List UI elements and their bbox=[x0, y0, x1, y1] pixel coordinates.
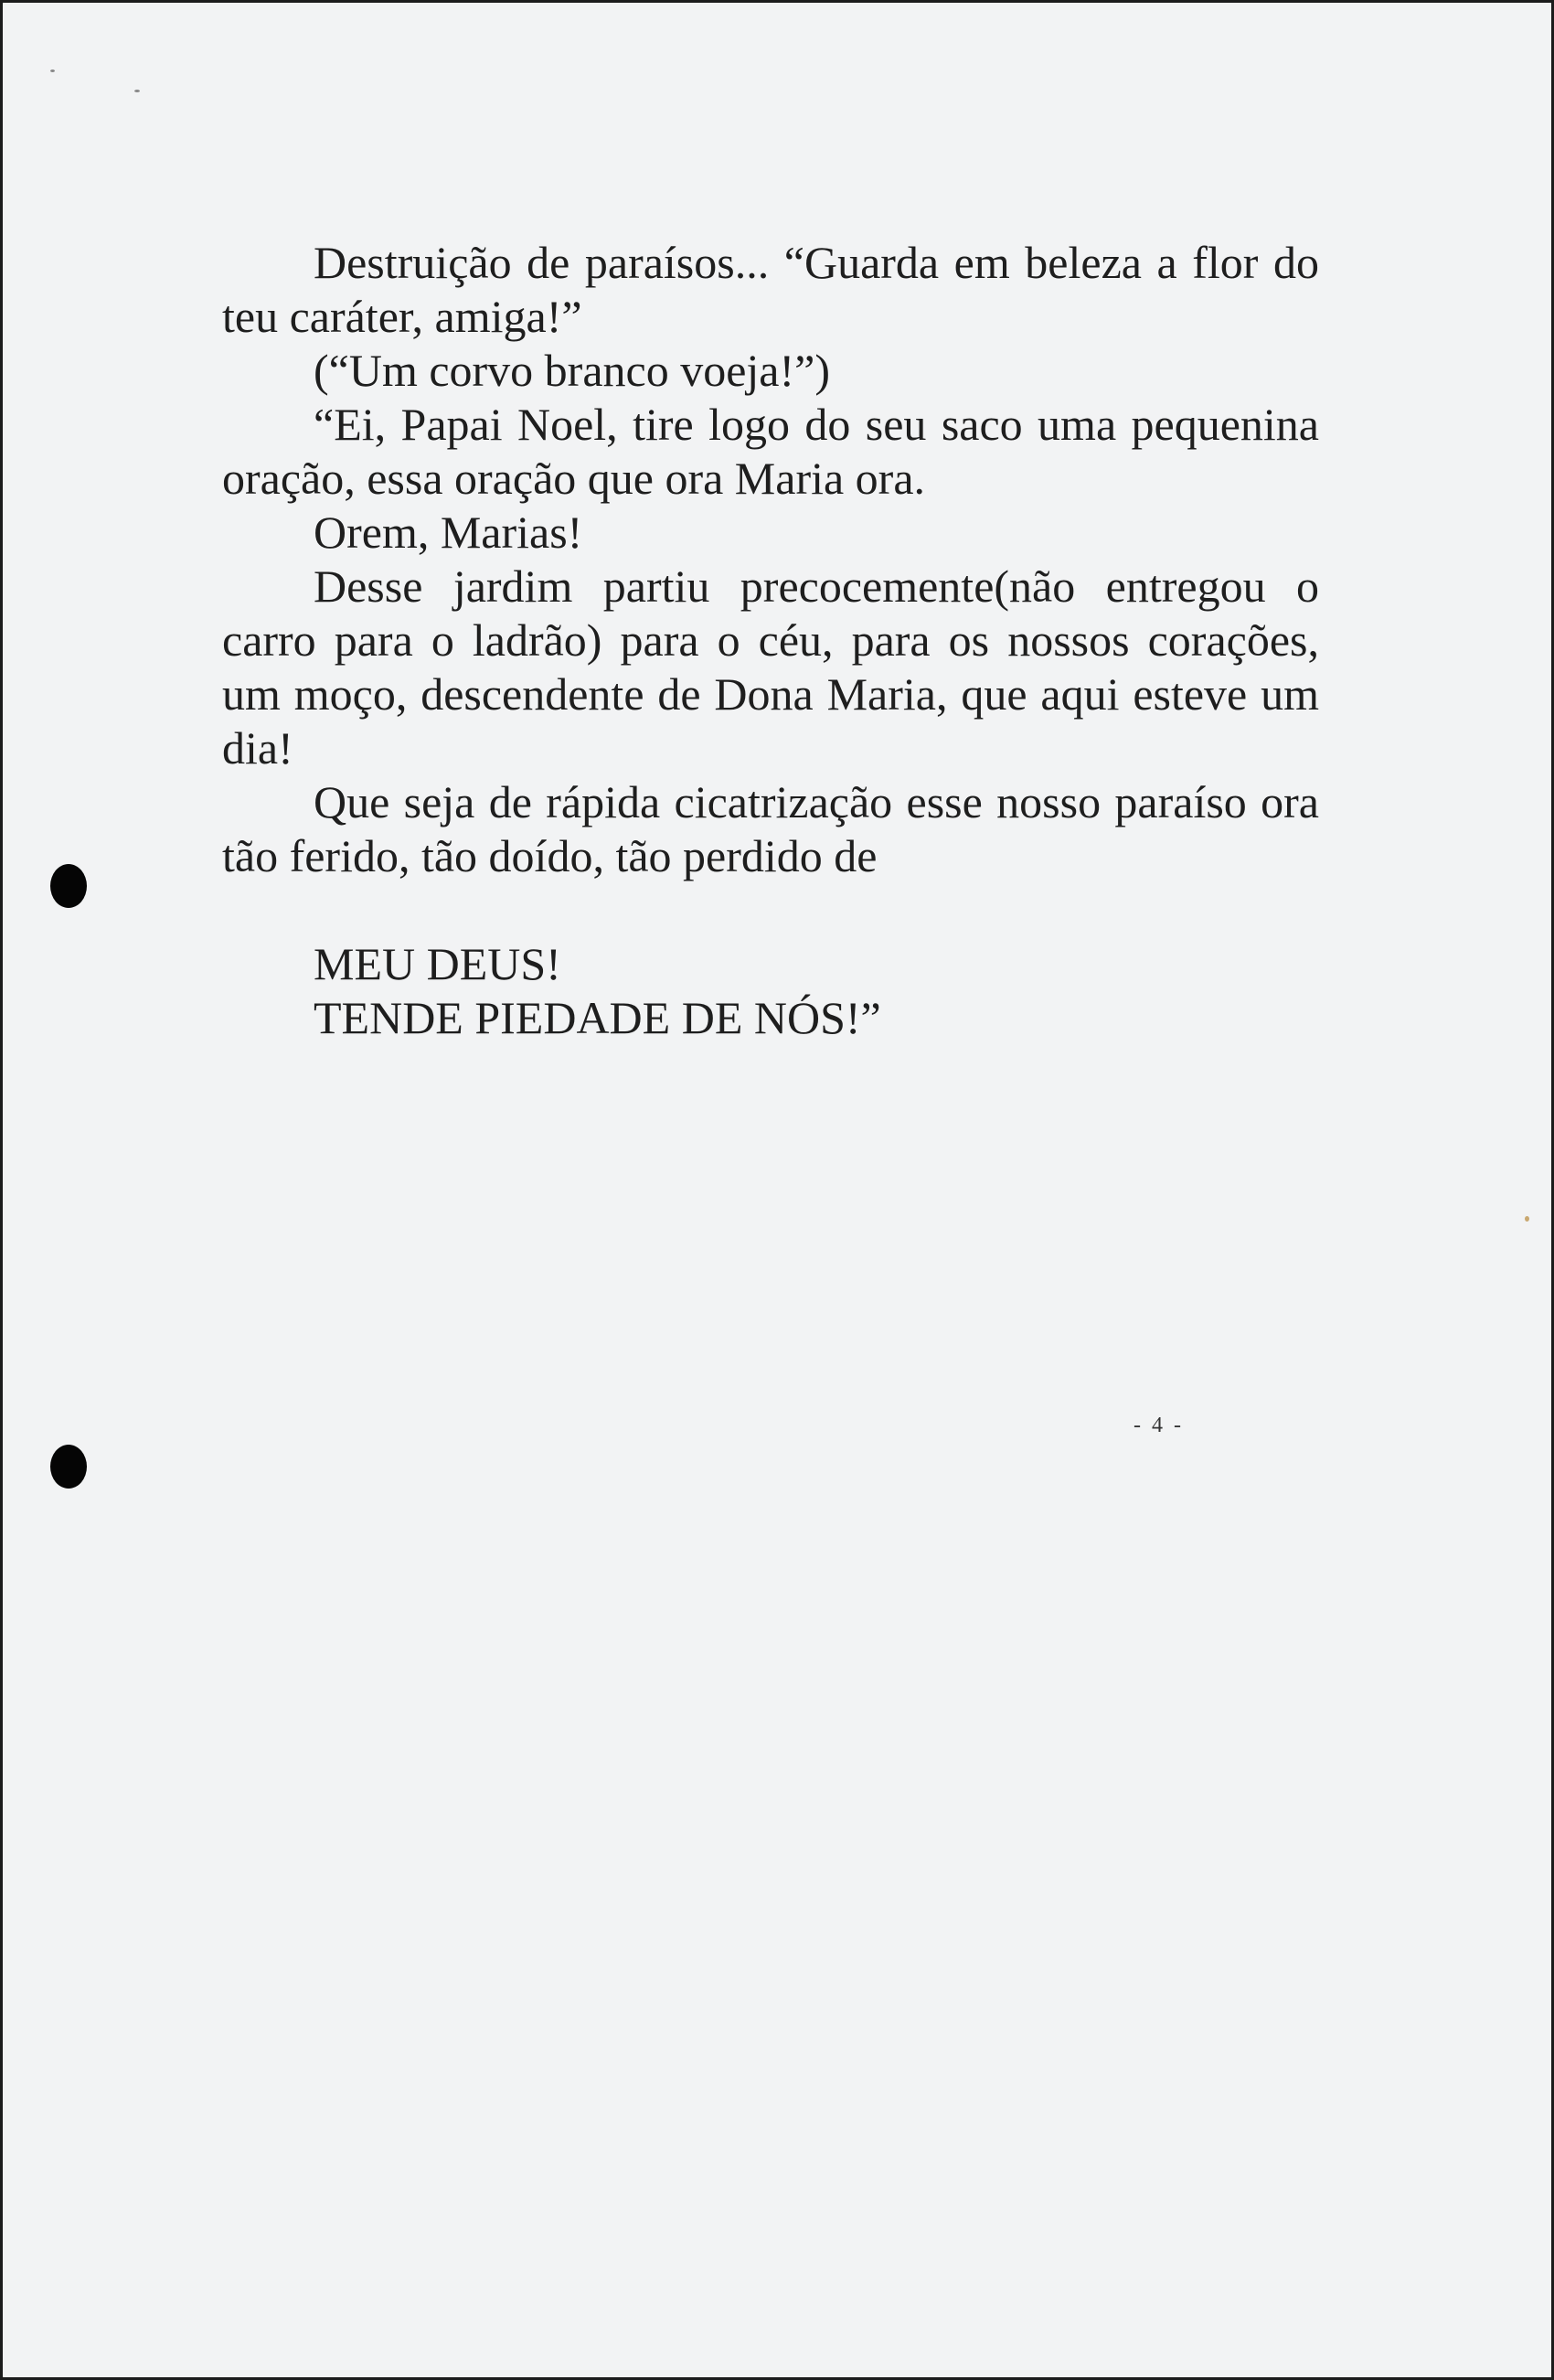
scan-speck bbox=[134, 90, 140, 92]
paragraph: “Ei, Papai Noel, tire logo do seu saco uma pequenina oração, essa oração que ora Maria ora. bbox=[222, 399, 1319, 504]
paragraph: Orem, Marias! bbox=[314, 507, 583, 558]
closing-line: TENDE PIEDADE DE NÓS!” bbox=[314, 992, 881, 1043]
paragraph: Desse jardim partiu precocemente(não entregou o carro para o ladrão) para o céu, para os nossos corações, um moço, descendente de Dona Maria, que aqui esteve um dia! bbox=[222, 560, 1319, 774]
binder-punch-hole bbox=[50, 1445, 87, 1489]
scan-speck bbox=[50, 69, 55, 72]
closing-line: MEU DEUS! bbox=[314, 938, 561, 989]
spacer bbox=[222, 883, 1319, 937]
binder-punch-hole bbox=[50, 864, 87, 908]
scan-speck bbox=[1525, 1216, 1529, 1222]
page-number: - 4 - bbox=[1134, 1414, 1184, 1437]
body-text bbox=[222, 236, 1319, 1045]
paragraph: (“Um corvo branco voeja!”) bbox=[314, 345, 830, 396]
paragraph: Destruição de paraísos... “Guarda em beleza a flor do teu caráter, amiga!” bbox=[222, 237, 1319, 342]
paragraph: Que seja de rápida cicatrização esse nosso paraíso ora tão ferido, tão doído, tão perdido de bbox=[222, 776, 1319, 881]
